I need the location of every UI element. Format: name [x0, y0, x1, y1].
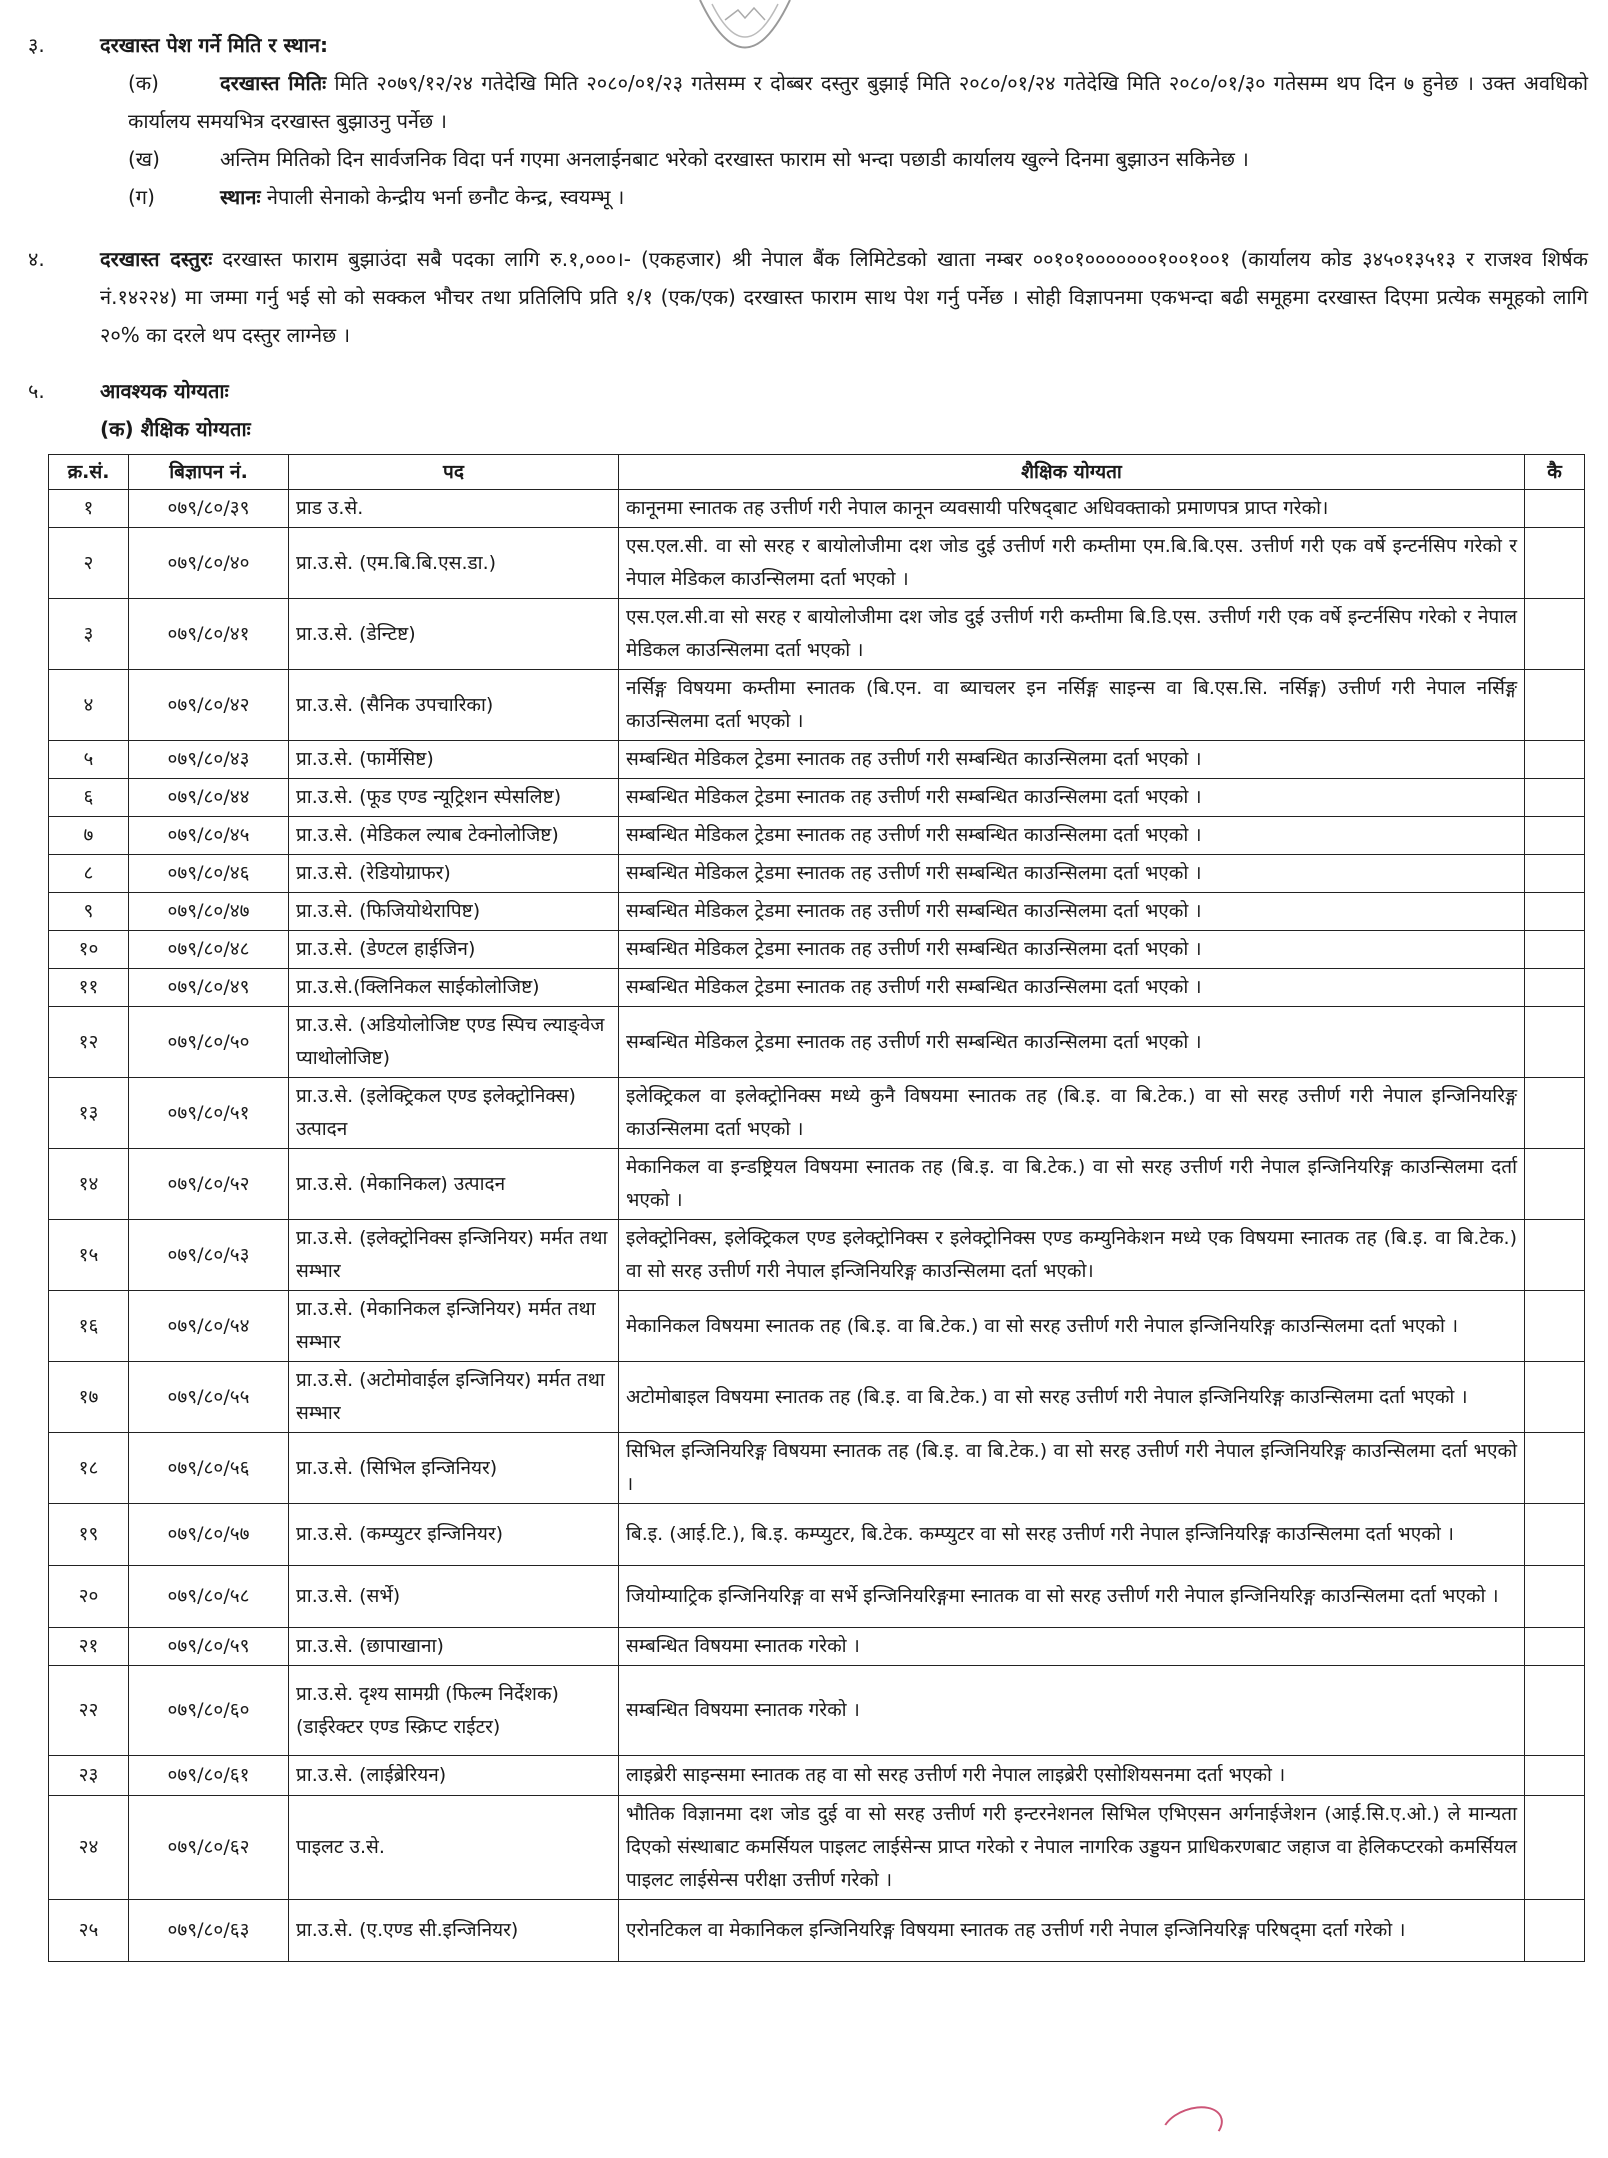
cell-qualification: एस.एल.सी.वा सो सरह र बायोलोजीमा दश जोड दुई उत्तीर्ण गरी कम्तीमा बि.डि.एस. उत्तीर्ण गरी एक वर्षे इन्टर्नसिप गरेको र नेपाल मेडिकल काउन्सिलमा दर्ता भएको ।	[619, 599, 1525, 670]
cell-post: प्रा.उ.से. (मेकानिकल इन्जिनियर) मर्मत तथा सम्भार	[289, 1291, 619, 1362]
cell-sn: ११	[49, 969, 129, 1007]
section-4-head: दरखास्त दस्तुरः	[100, 247, 213, 271]
cell-remarks	[1525, 1220, 1585, 1291]
cell-ad-no: ०७९/८०/५७	[129, 1504, 289, 1566]
cell-remarks	[1525, 1291, 1585, 1362]
cell-ad-no: ०७९/८०/४३	[129, 741, 289, 779]
cell-sn: ३	[49, 599, 129, 670]
cell-ad-no: ०७९/८०/४२	[129, 670, 289, 741]
table-row	[49, 1796, 1585, 1900]
section-3-item-b	[100, 140, 1588, 178]
cell-qualification: सम्बन्धित मेडिकल ट्रेडमा स्नातक तह उत्तीर्ण गरी सम्बन्धित काउन्सिलमा दर्ता भएको ।	[619, 779, 1525, 817]
cell-remarks	[1525, 1666, 1585, 1756]
cell-remarks	[1525, 969, 1585, 1007]
cell-ad-no: ०७९/८०/५९	[129, 1628, 289, 1666]
cell-post: प्रा.उ.से. (छापाखाना)	[289, 1628, 619, 1666]
cell-ad-no: ०७९/८०/४७	[129, 893, 289, 931]
cell-qualification: भौतिक विज्ञानमा दश जोड दुई वा सो सरह उत्तीर्ण गरी इन्टरनेशनल सिभिल एभिएसन अर्गनाईजेशन (आई.सि.ए.ओ.) ले मान्यता दिएको संस्थाबाट कमर्सियल पाइलट लाईसेन्स प्राप्त गरेको र नेपाल नागरिक उड्डयन प्राधिकरणबाट जहाज वा हेलिकप्टरको कमर्सियल पाइलट लाईसेन्स परीक्षा उत्तीर्ण गरेको ।	[619, 1796, 1525, 1900]
cell-qualification: अटोमोबाइल विषयमा स्नातक तह (बि.इ. वा बि.टेक.) वा सो सरह उत्तीर्ण गरी नेपाल इन्जिनियरिङ्ग काउन्सिलमा दर्ता भएको ।	[619, 1362, 1525, 1433]
table-row	[49, 1007, 1585, 1078]
cell-sn: १०	[49, 931, 129, 969]
header-ad-no: बिज्ञापन नं.	[129, 455, 289, 490]
table-row	[49, 741, 1585, 779]
item-label: (ख)	[128, 147, 160, 171]
item-text: नेपाली सेनाको केन्द्रीय भर्ना छनौट केन्द्र, स्वयम्भू ।	[260, 185, 625, 209]
cell-remarks	[1525, 1362, 1585, 1433]
cell-qualification: कानूनमा स्नातक तह उत्तीर्ण गरी नेपाल कानून व्यवसायी परिषद्‌बाट अधिवक्ताको प्रमाणपत्र प्राप्त गरेको।	[619, 490, 1525, 528]
cell-remarks	[1525, 779, 1585, 817]
cell-ad-no: ०७९/८०/५५	[129, 1362, 289, 1433]
cell-remarks	[1525, 528, 1585, 599]
cell-sn: २३	[49, 1756, 129, 1796]
cell-ad-no: ०७९/८०/४१	[129, 599, 289, 670]
table-row	[49, 1433, 1585, 1504]
section-4-number: ४.	[28, 247, 45, 271]
cell-ad-no: ०७९/८०/६३	[129, 1900, 289, 1962]
cell-post: प्रा.उ.से. (सिभिल इन्जिनियर)	[289, 1433, 619, 1504]
cell-ad-no: ०७९/८०/५१	[129, 1078, 289, 1149]
section-5-number: ५.	[28, 379, 45, 403]
cell-remarks	[1525, 1796, 1585, 1900]
qualification-table	[48, 454, 1585, 1962]
table-row	[49, 599, 1585, 670]
cell-ad-no: ०७९/८०/५०	[129, 1007, 289, 1078]
cell-qualification: एरोनटिकल वा मेकानिकल इन्जिनियरिङ्ग विषयमा स्नातक तह उत्तीर्ण गरी नेपाल इन्जिनियरिङ्ग परिषद्‌मा दर्ता गरेको ।	[619, 1900, 1525, 1962]
table-row	[49, 855, 1585, 893]
cell-sn: १२	[49, 1007, 129, 1078]
cell-remarks	[1525, 1504, 1585, 1566]
cell-post: प्रा.उ.से. दृश्य सामग्री (फिल्म निर्देशक) (डाईरेक्टर एण्ड स्क्रिप्ट राईटर)	[289, 1666, 619, 1756]
item-head: स्थानः	[220, 185, 261, 209]
cell-remarks	[1525, 817, 1585, 855]
cell-post: प्रा.उ.से. (फूड एण्ड न्यूट्रिशन स्पेसलिष्ट)	[289, 779, 619, 817]
table-row	[49, 779, 1585, 817]
table-row	[49, 670, 1585, 741]
cell-ad-no: ०७९/८०/४४	[129, 779, 289, 817]
cell-qualification: सम्बन्धित मेडिकल ट्रेडमा स्नातक तह उत्तीर्ण गरी सम्बन्धित काउन्सिलमा दर्ता भएको ।	[619, 817, 1525, 855]
cell-remarks	[1525, 855, 1585, 893]
cell-sn: ७	[49, 817, 129, 855]
stamp-mark-icon	[1155, 2098, 1229, 2157]
cell-remarks	[1525, 1756, 1585, 1796]
cell-post: प्रा.उ.से.(क्लिनिकल साईकोलोजिष्ट)	[289, 969, 619, 1007]
section-3-item-a	[100, 64, 1588, 140]
cell-ad-no: ०७९/८०/४८	[129, 931, 289, 969]
cell-qualification: सम्बन्धित मेडिकल ट्रेडमा स्नातक तह उत्तीर्ण गरी सम्बन्धित काउन्सिलमा दर्ता भएको ।	[619, 893, 1525, 931]
cell-qualification: मेकानिकल वा इन्डष्ट्रियल विषयमा स्नातक तह (बि.इ. वा बि.टेक.) वा सो सरह उत्तीर्ण गरी नेपाल इन्जिनियरिङ्ग काउन्सिलमा दर्ता भएको ।	[619, 1149, 1525, 1220]
table-row	[49, 1628, 1585, 1666]
cell-post: पाइलट उ.से.	[289, 1796, 619, 1900]
cell-remarks	[1525, 670, 1585, 741]
cell-post: प्रा.उ.से. (फार्मेसिष्ट)	[289, 741, 619, 779]
cell-post: प्रा.उ.से. (एम.बि.बि.एस.डा.)	[289, 528, 619, 599]
table-row	[49, 1078, 1585, 1149]
cell-remarks	[1525, 1566, 1585, 1628]
cell-qualification: जियोम्याट्रिक इन्जिनियरिङ्ग वा सर्भे इन्जिनियरिङ्गमा स्नातक वा सो सरह उत्तीर्ण गरी नेपाल इन्जिनियरिङ्ग काउन्सिलमा दर्ता भएको ।	[619, 1566, 1525, 1628]
cell-remarks	[1525, 893, 1585, 931]
cell-post: प्रा.उ.से. (मेकानिकल) उत्पादन	[289, 1149, 619, 1220]
cell-ad-no: ०७९/८०/६२	[129, 1796, 289, 1900]
table-row	[49, 1149, 1585, 1220]
header-post: पद	[289, 455, 619, 490]
cell-qualification: इलेक्ट्रिकल वा इलेक्ट्रोनिक्स मध्ये कुनै विषयमा स्नातक तह (बि.इ. वा बि.टेक.) वा सो सरह उत्तीर्ण गरी नेपाल इन्जिनियरिङ्ग काउन्सिलमा दर्ता भएको ।	[619, 1078, 1525, 1149]
cell-post: प्रा.उ.से. (कम्प्युटर इन्जिनियर)	[289, 1504, 619, 1566]
item-label: (क)	[128, 71, 159, 95]
table-row	[49, 490, 1585, 528]
cell-sn: १९	[49, 1504, 129, 1566]
cell-post: प्रा.उ.से. (सर्भे)	[289, 1566, 619, 1628]
cell-remarks	[1525, 1900, 1585, 1962]
cell-ad-no: ०७९/८०/४६	[129, 855, 289, 893]
cell-sn: १७	[49, 1362, 129, 1433]
cell-sn: ५	[49, 741, 129, 779]
section-5-subtitle: (क) शैक्षिक योग्यताः	[100, 417, 251, 441]
table-row	[49, 528, 1585, 599]
cell-remarks	[1525, 1628, 1585, 1666]
cell-remarks	[1525, 1007, 1585, 1078]
table-row	[49, 1291, 1585, 1362]
table-row	[49, 1900, 1585, 1962]
cell-sn: २५	[49, 1900, 129, 1962]
cell-sn: २४	[49, 1796, 129, 1900]
cell-ad-no: ०७९/८०/४५	[129, 817, 289, 855]
table-row	[49, 817, 1585, 855]
cell-remarks	[1525, 1433, 1585, 1504]
table-row	[49, 1504, 1585, 1566]
cell-ad-no: ०७९/८०/३९	[129, 490, 289, 528]
item-text: मिति २०७९/१२/२४ गतेदेखि मिति २०८०/०१/२३ गतेसम्म र दोब्बर दस्तुर बुझाई मिति २०८०/०१/२४ गतेदेखि मिति २०८०/०१/३० गतेसम्म थप दिन ७ हुनेछ । उक्त अवधिको कार्यालय समयभित्र दरखास्त बुझाउनु पर्नेछ ।	[128, 71, 1588, 133]
table-row	[49, 969, 1585, 1007]
cell-remarks	[1525, 1078, 1585, 1149]
cell-sn: १	[49, 490, 129, 528]
cell-ad-no: ०७९/८०/५८	[129, 1566, 289, 1628]
header-remarks: कै	[1525, 455, 1585, 490]
item-head: दरखास्त मितिः	[220, 71, 327, 95]
cell-post: प्रा.उ.से. (अडियोलोजिष्ट एण्ड स्पिच ल्याङ्वेज प्याथोलोजिष्ट)	[289, 1007, 619, 1078]
section-3-item-c	[100, 178, 1588, 216]
item-text: अन्तिम मितिको दिन सार्वजनिक विदा पर्न गएमा अनलाईनबाट भरेको दरखास्त फाराम सो भन्दा पछाडी कार्यालय खुल्ने दिनमा बुझाउन सकिनेछ ।	[220, 147, 1249, 171]
table-row	[49, 1566, 1585, 1628]
cell-ad-no: ०७९/८०/५३	[129, 1220, 289, 1291]
cell-sn: ९	[49, 893, 129, 931]
cell-sn: १३	[49, 1078, 129, 1149]
cell-qualification: लाइब्रेरी साइन्समा स्नातक तह वा सो सरह उत्तीर्ण गरी नेपाल लाइब्रेरी एसोशियसनमा दर्ता भएको ।	[619, 1756, 1525, 1796]
cell-sn: ८	[49, 855, 129, 893]
cell-remarks	[1525, 741, 1585, 779]
table-row	[49, 1220, 1585, 1291]
cell-post: प्रा.उ.से. (रेडियोग्राफर)	[289, 855, 619, 893]
cell-qualification: सम्बन्धित मेडिकल ट्रेडमा स्नातक तह उत्तीर्ण गरी सम्बन्धित काउन्सिलमा दर्ता भएको ।	[619, 741, 1525, 779]
cell-post: प्रा.उ.से. (लाईब्रेरियन)	[289, 1756, 619, 1796]
cell-post: प्रा.उ.से. (फिजियोथेरापिष्ट)	[289, 893, 619, 931]
cell-qualification: एस.एल.सी. वा सो सरह र बायोलोजीमा दश जोड दुई उत्तीर्ण गरी कम्तीमा एम.बि.बि.एस. उत्तीर्ण गरी एक वर्षे इन्टर्नसिप गरेको र नेपाल मेडिकल काउन्सिलमा दर्ता भएको ।	[619, 528, 1525, 599]
cell-sn: २२	[49, 1666, 129, 1756]
table-row	[49, 931, 1585, 969]
cell-qualification: बि.इ. (आई.टि.), बि.इ. कम्प्युटर, बि.टेक. कम्प्युटर वा सो सरह उत्तीर्ण गरी नेपाल इन्जिनियरिङ्ग काउन्सिलमा दर्ता भएको ।	[619, 1504, 1525, 1566]
cell-qualification: सम्बन्धित मेडिकल ट्रेडमा स्नातक तह उत्तीर्ण गरी सम्बन्धित काउन्सिलमा दर्ता भएको ।	[619, 1007, 1525, 1078]
cell-qualification: नर्सिङ्ग विषयमा कम्तीमा स्नातक (बि.एन. वा ब्याचलर इन नर्सिङ्ग साइन्स वा बि.एस.सि. नर्सिङ्ग) उत्तीर्ण गरी नेपाल नर्सिङ्ग काउन्सिलमा दर्ता भएको ।	[619, 670, 1525, 741]
cell-post: प्रा.उ.से. (इलेक्ट्रिकल एण्ड इलेक्ट्रोनिक्स) उत्पादन	[289, 1078, 619, 1149]
cell-remarks	[1525, 490, 1585, 528]
cell-sn: १५	[49, 1220, 129, 1291]
cell-post: प्रा.उ.से. (सैनिक उपचारिका)	[289, 670, 619, 741]
cell-post: प्रा.उ.से. (डेन्टिष्ट)	[289, 599, 619, 670]
cell-sn: २१	[49, 1628, 129, 1666]
cell-qualification: सम्बन्धित मेडिकल ट्रेडमा स्नातक तह उत्तीर्ण गरी सम्बन्धित काउन्सिलमा दर्ता भएको ।	[619, 931, 1525, 969]
header-sn: क्र.सं.	[49, 455, 129, 490]
cell-ad-no: ०७९/८०/५६	[129, 1433, 289, 1504]
section-3-title: दरखास्त पेश गर्ने मिति र स्थान:	[100, 33, 328, 57]
cell-post: प्रा.उ.से. (ए.एण्ड सी.इन्जिनियर)	[289, 1900, 619, 1962]
cell-post: प्राड उ.से.	[289, 490, 619, 528]
cell-sn: ६	[49, 779, 129, 817]
cell-post: प्रा.उ.से. (मेडिकल ल्याब टेक्नोलोजिष्ट)	[289, 817, 619, 855]
cell-qualification: सम्बन्धित मेडिकल ट्रेडमा स्नातक तह उत्तीर्ण गरी सम्बन्धित काउन्सिलमा दर्ता भएको ।	[619, 969, 1525, 1007]
cell-sn: २	[49, 528, 129, 599]
cell-ad-no: ०७९/८०/५४	[129, 1291, 289, 1362]
table-row	[49, 1362, 1585, 1433]
cell-post: प्रा.उ.से. (डेण्टल हाईजिन)	[289, 931, 619, 969]
table-row	[49, 1666, 1585, 1756]
cell-sn: २०	[49, 1566, 129, 1628]
cell-sn: १६	[49, 1291, 129, 1362]
cell-ad-no: ०७९/८०/४९	[129, 969, 289, 1007]
cell-qualification: सम्बन्धित विषयमा स्नातक गरेको ।	[619, 1666, 1525, 1756]
cell-remarks	[1525, 599, 1585, 670]
cell-sn: १८	[49, 1433, 129, 1504]
table-header-row	[49, 455, 1585, 490]
cell-qualification: सम्बन्धित विषयमा स्नातक गरेको ।	[619, 1628, 1525, 1666]
cell-ad-no: ०७९/८०/६१	[129, 1756, 289, 1796]
cell-qualification: मेकानिकल विषयमा स्नातक तह (बि.इ. वा बि.टेक.) वा सो सरह उत्तीर्ण गरी नेपाल इन्जिनियरिङ्ग काउन्सिलमा दर्ता भएको ।	[619, 1291, 1525, 1362]
cell-ad-no: ०७९/८०/४०	[129, 528, 289, 599]
cell-sn: ४	[49, 670, 129, 741]
section-3-number: ३.	[28, 33, 45, 57]
section-5-title: आवश्यक योग्यताः	[100, 379, 229, 403]
cell-sn: १४	[49, 1149, 129, 1220]
table-row	[49, 893, 1585, 931]
cell-qualification: इलेक्ट्रोनिक्स, इलेक्ट्रिकल एण्ड इलेक्ट्रोनिक्स र इलेक्ट्रोनिक्स एण्ड कम्युनिकेशन मध्ये एक विषयमा स्नातक तह (बि.इ. वा बि.टेक.) वा सो सरह उत्तीर्ण गरी नेपाल इन्जिनियरिङ्ग काउन्सिलमा दर्ता भएको।	[619, 1220, 1525, 1291]
section-4-text: दरखास्त फाराम बुझाउंदा सबै पदका लागि रु.१,०००।- (एकहजार) श्री नेपाल बैंक लिमिटेडको खाता नम्बर ००१०१०००००००१००१००१ (कार्यालय कोड ३४५०१३५१३ र राजश्व शिर्षक नं.१४२२४) मा जम्मा गर्नु भई सो को सक्कल भौचर तथा प्रतिलिपि प्रति १/१ (एक/एक) दरखास्त फाराम साथ पेश गर्नु पर्नेछ । सोही विज्ञापनमा एकभन्दा बढी समूहमा दरखास्त दिएमा प्रत्येक समूहको लागि २०% का दरले थप दस्तुर लाग्नेछ ।	[100, 247, 1588, 347]
cell-ad-no: ०७९/८०/५२	[129, 1149, 289, 1220]
cell-remarks	[1525, 931, 1585, 969]
cell-remarks	[1525, 1149, 1585, 1220]
cell-post: प्रा.उ.से. (इलेक्ट्रोनिक्स इन्जिनियर) मर्मत तथा सम्भार	[289, 1220, 619, 1291]
header-qualification: शैक्षिक योग्यता	[619, 455, 1525, 490]
cell-ad-no: ०७९/८०/६०	[129, 1666, 289, 1756]
cell-qualification: सम्बन्धित मेडिकल ट्रेडमा स्नातक तह उत्तीर्ण गरी सम्बन्धित काउन्सिलमा दर्ता भएको ।	[619, 855, 1525, 893]
item-label: (ग)	[128, 185, 155, 209]
table-row	[49, 1756, 1585, 1796]
cell-post: प्रा.उ.से. (अटोमोवाईल इन्जिनियर) मर्मत तथा सम्भार	[289, 1362, 619, 1433]
cell-qualification: सिभिल इन्जिनियरिङ्ग विषयमा स्नातक तह (बि.इ. वा बि.टेक.) वा सो सरह उत्तीर्ण गरी नेपाल इन्जिनियरिङ्ग काउन्सिलमा दर्ता भएको ।	[619, 1433, 1525, 1504]
